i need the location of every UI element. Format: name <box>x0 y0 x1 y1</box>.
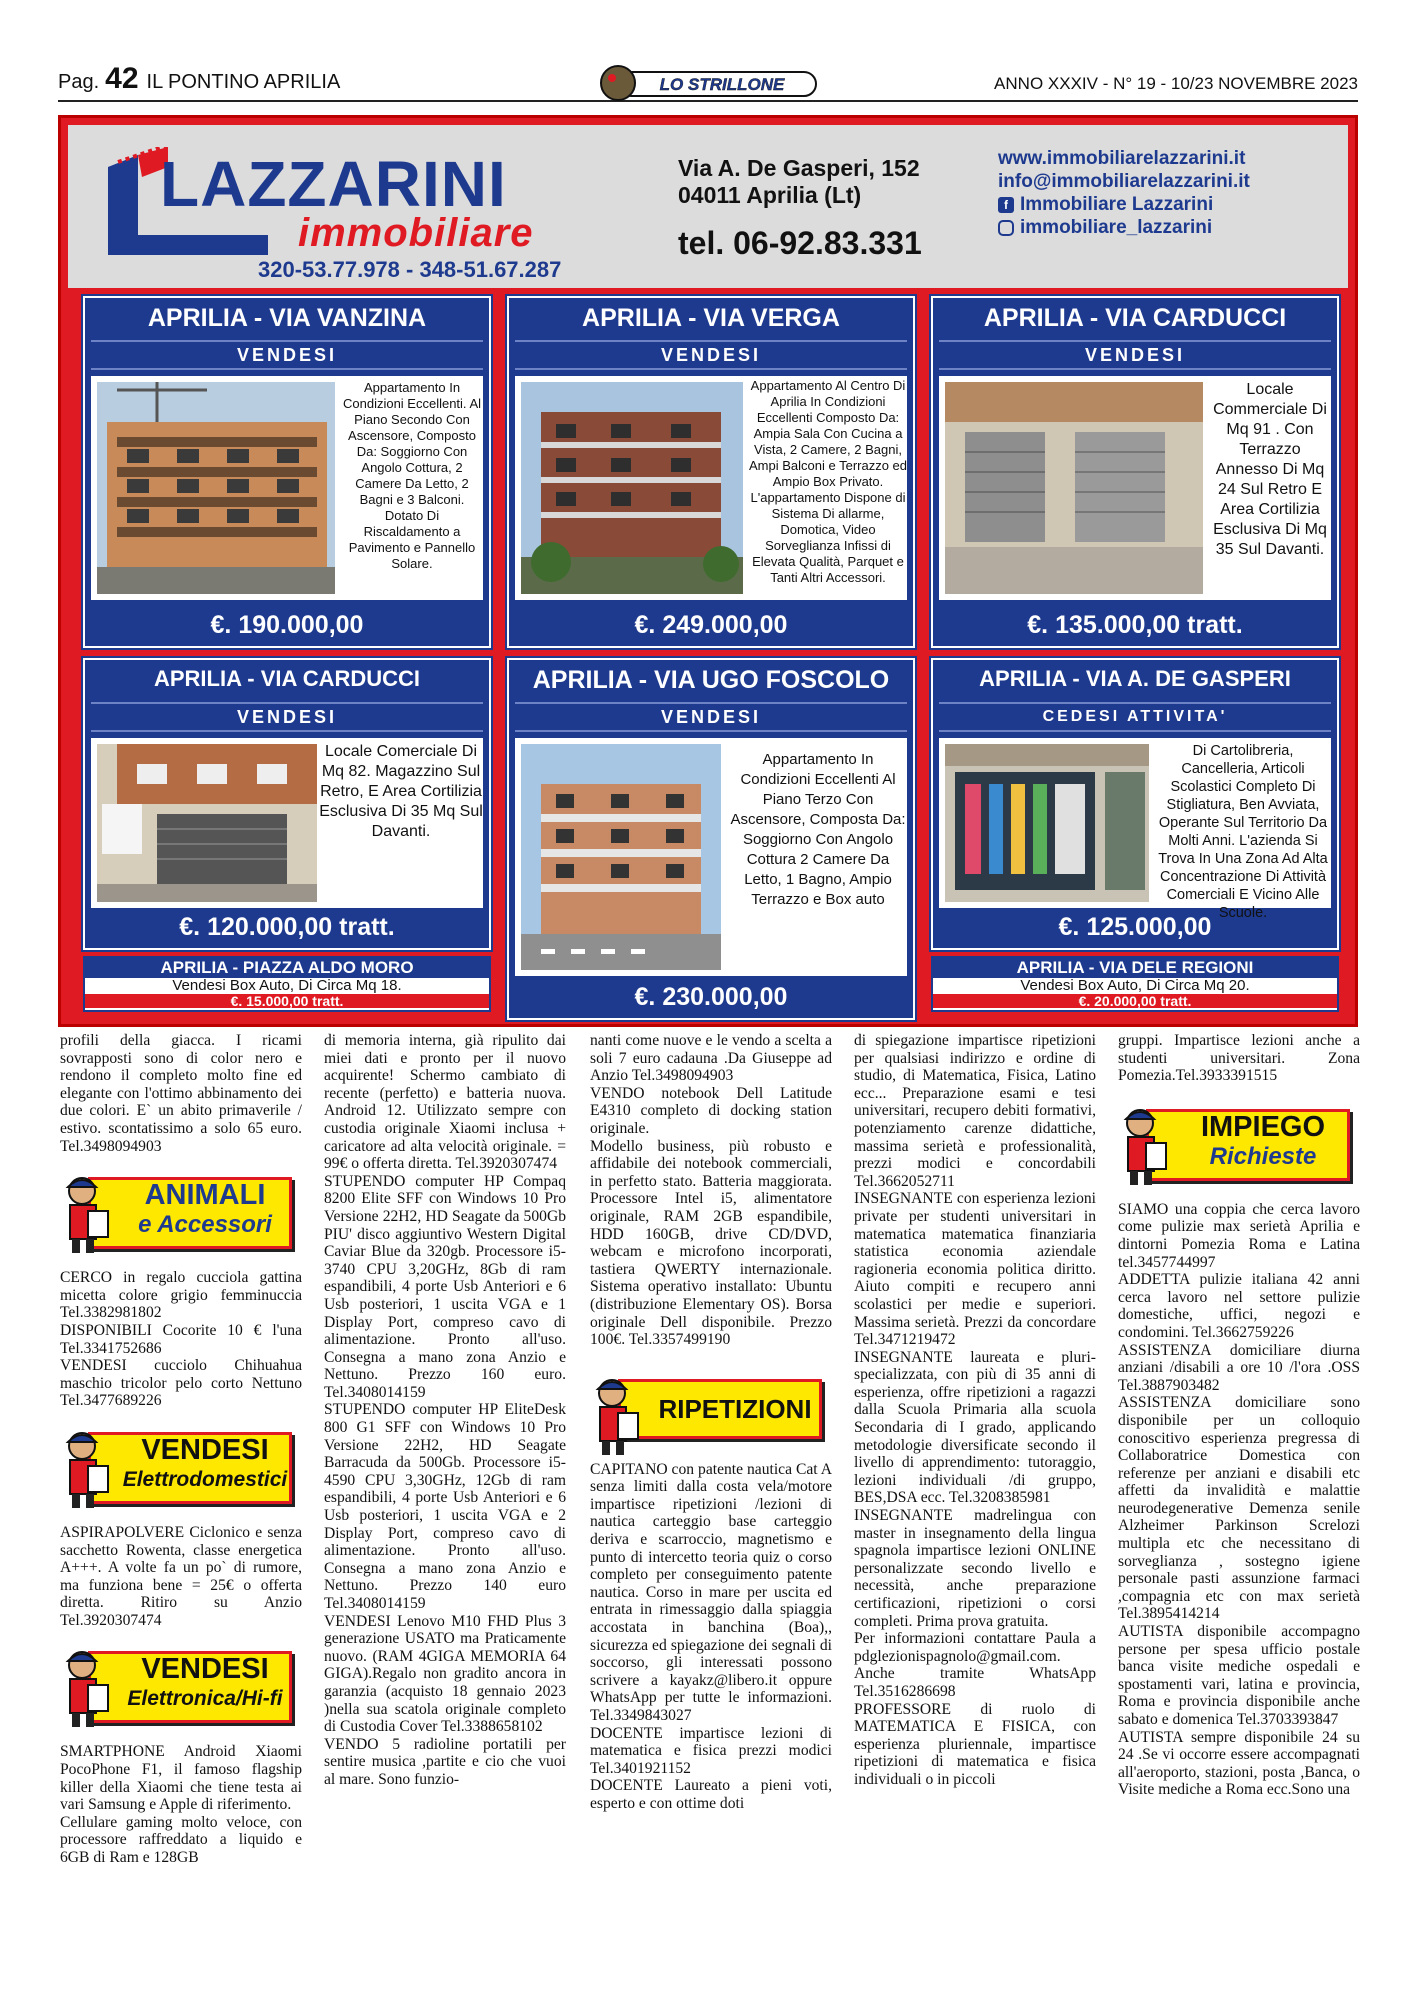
classified-ad: DOCENTE Laureato a pieni voti, esperto e con ottime doti <box>590 1777 832 1812</box>
listing-type: VENDESI <box>91 340 483 370</box>
ads-group <box>590 1032 832 1349</box>
issue-info: ANNO XXXIV - N° 19 - 10/23 NOVEMBRE 2023 <box>994 74 1358 93</box>
listing-price: €. 125.000,00 <box>1058 913 1212 941</box>
agency-phones: 320-53.77.978 - 348-51.67.287 <box>258 257 562 282</box>
instagram-label: immobiliare_lazzarini <box>1020 217 1213 238</box>
publication-name: IL PONTINO APRILIA <box>146 71 341 93</box>
ads-group <box>590 1461 832 1813</box>
column-2 <box>324 1032 566 1789</box>
ads-group <box>60 1269 302 1410</box>
classified-ad: DISPONIBILI Cocorite 10 € l'una Tel.3341752686 <box>60 1321 302 1357</box>
newsboy-icon <box>60 1173 112 1255</box>
agency-facebook[interactable] <box>998 193 1250 216</box>
classified-ad: ASPIRAPOLVERE Ciclonico e senza sacchetto Rowenta, classe energetica A+++. A volte fa un po` di rumore, ma funziona bene = 25€ o offerta diretta. Ritiro su Anzio Tel.3920307474 <box>60 1523 302 1629</box>
mini-listing-price: €. 15.000,00 tratt. <box>85 994 489 1008</box>
category-title: VENDESI <box>141 1433 269 1466</box>
mini-listing <box>931 956 1339 1012</box>
classified-ad: ASSISTENZA domiciliare sono disponibile per un colloquio conoscitivo esperienza pregressa di Collaboratrice Domestica con referenze per anziani e disabili etc affetti da invalidità e malattie neurodegenerative Demenza senile Alzheimer Parkinson Screlozi multipla etc che necessitano di sorveglianza , sostegno igiene personale pasti assunzione farmaci ,compagnia etc con max serietà Tel.3895414214 <box>1118 1394 1360 1623</box>
classified-ad: CAPITANO con patente nautica Cat A senza limiti dalla costa vela/motore impartisce ripetizioni /lezioni di nautica carteggio base carteggio deriva e scarroccio, magnetismo e punto di intercetto teoria quiz o corso completo per conseguimento patente nautica. Corso in mare per uscita ed entrata in rimessaggio dalla spiaggia accostata in banchina (Boa),, sicurezza ed spiegazione dei segnali di soccorso, gli interessati possono scrivere a kayakz@libero.it oppure WhatsApp per tutte le informazioni. Tel.3349843027 <box>590 1460 832 1724</box>
column-4 <box>854 1032 1096 1789</box>
agency-subtitle: immobiliare <box>298 211 534 255</box>
listing-photo <box>97 382 335 594</box>
mini-listing <box>83 956 491 1012</box>
page-info <box>58 62 340 96</box>
agency-website[interactable]: www.immobiliarelazzarini.it <box>998 148 1246 169</box>
address-line-1: Via A. De Gasperi, 152 <box>678 155 920 181</box>
classified-ad: ADDETTA pulizie italiana 42 anni cerca lavoro nel settore pulizie domestiche, uffici, negozi e condomini. Tel.3662759226 <box>1118 1271 1360 1341</box>
category-title: IMPIEGO <box>1200 1110 1326 1143</box>
listing-price: €. 249.000,00 <box>634 611 788 639</box>
listing-body <box>91 376 483 600</box>
listing-type: VENDESI <box>91 702 483 732</box>
facebook-icon: f <box>998 197 1014 213</box>
listing-photo <box>521 744 721 970</box>
mini-listing-title: APRILIA - PIAZZA ALDO MORO <box>85 958 489 978</box>
listing-body <box>939 738 1331 921</box>
listing-title: APRILIA - VIA A. DE GASPERI <box>979 666 1291 691</box>
classified-ad: STUPENDO computer HP Compaq 8200 Elite SFF con Windows 10 Pro Versione 22H2, HD Seagate da 500Gb PIU' disco aggiuntivo Western Digital Caviar Blue da 320gb. Processore i5-3740 CPU 3,20GHz, 8Gb di ram espandibili, 4 porte Usb Anteriori e 6 Usb posteriori, 1 uscita VGA e 1 Display Port, compreso cavo di alimentazione. Pronto all'uso. Consegna a mano zona Anzio e Nettuno. Prezzo 160 euro. Tel.3408014159 <box>324 1172 566 1401</box>
listing-price: €. 230.000,00 <box>634 983 788 1011</box>
classified-ad: PROFESSORE di ruolo di MATEMATICA E FISICA, con esperienza pluriennale, impartisce ripetizioni di matematica e fisica individuali o in piccoli <box>854 1700 1096 1788</box>
newsboy-icon <box>590 1375 642 1457</box>
agency-logo <box>98 139 658 282</box>
classified-ad: Cellulare gaming molto veloce, con processore raffreddato a liquido e 6GB di Ram e 128GB <box>60 1813 302 1867</box>
category-title: RIPETIZIONI <box>658 1393 812 1424</box>
classified-ad: INSEGNANTE laureata e pluri-specializzata, con più di 35 anni di esperienza, offre ripetizioni a ragazzi dalla Scuola Primaria alla scuola Secondaria di I grado, applicando metodologie diversificate secondo il livello di apprendimento: tutoraggio, lezioni individuali /di gruppo, BES,DSA ecc. Tel.3208385981 <box>854 1348 1096 1507</box>
classified-ad: VENDO 5 radioline portatili per sentire musica ,partite e cio che vuoi al mare. Sono funzio- <box>324 1735 566 1788</box>
classified-ad: AUTISTA sempre disponibile 24 su 24 .Se vi occorre essere accompagnati all'aeroporto, stazioni, posta ,Banca, o Visite mediche a Roma ecc.Sono una <box>1118 1728 1360 1799</box>
classified-ad: INSEGNANTE madrelingua con master in insegnamento della lingua spagnola impartisce lezioni ONLINE personalizzate secondo livello e necessità, anche preparazione certificazioni, ripetizioni o corsi completi. Prima prova gratuita. <box>854 1507 1096 1630</box>
classified-ad: SMARTPHONE Android Xiaomi PocoPhone F1, il famoso flagship killer della Xiaomi che tiene testa ai vari Samsung e Apple di riferimento. <box>60 1743 302 1814</box>
listing-card <box>507 658 915 1020</box>
ads-group <box>60 1032 302 1155</box>
column-1 <box>60 1032 302 1867</box>
listing-type: VENDESI <box>939 340 1331 370</box>
agency-email[interactable]: info@immobiliarelazzarini.it <box>998 171 1250 192</box>
listing-photo <box>97 744 317 902</box>
classified-ad: CERCO in regalo cucciola gattina micetta colore grigio femminuccia Tel.3382981802 <box>60 1269 302 1322</box>
category-badge-elettronica <box>60 1643 298 1733</box>
category-badge-animali <box>60 1169 298 1259</box>
mini-listing-description: Vendesi Box Auto, Di Circa Mq 20. <box>1020 977 1250 994</box>
category-badge-ripetizioni <box>590 1371 828 1451</box>
listing-photo <box>945 382 1203 594</box>
category-badge-impiego <box>1118 1101 1356 1191</box>
ads-group <box>1118 1032 1360 1085</box>
listing-price: €. 120.000,00 tratt. <box>179 913 395 941</box>
listing-body <box>515 738 907 976</box>
page-number: 42 <box>105 62 139 95</box>
classified-ad: di spiegazione impartisce ripetizioni per qualsiasi indirizzo e ordine di studio, di Matematica, Fisica, Latino ecc... Preparazione esami e tesi universitari, recupero debiti formativi, potenziamento carenze didattiche, massima serietà e professionalità, prezzi modici e concordabili Tel.3662052711 <box>854 1032 1096 1190</box>
mini-listing-description: Vendesi Box Auto, Di Circa Mq 18. <box>172 977 402 994</box>
listing-title: APRILIA - VIA UGO FOSCOLO <box>532 666 890 694</box>
column-5 <box>1118 1032 1360 1799</box>
newsboy-icon <box>60 1647 112 1729</box>
listing-price: €. 190.000,00 <box>210 611 364 639</box>
listing-description: Locale Commerciale Di Mq 91 . Con Terrazzo Annesso Di Mq 24 Sul Retro E Area Cortilizia Esclusiva Di Mq 35 Sul Davanti. <box>1213 381 1327 558</box>
category-subtitle: Elettrodomestici <box>122 1467 288 1491</box>
lo-strillone-logo <box>590 62 830 104</box>
listing-price: €. 135.000,00 tratt. <box>1027 611 1243 639</box>
agency-banner <box>68 125 1348 288</box>
classified-ad: SIAMO una coppia che cerca lavoro come pulizie max serietà Aprilia e dintorni Pomezia Roma e Latina tel.3457744997 <box>1118 1200 1360 1271</box>
listing-body <box>515 376 907 600</box>
listing-photo <box>945 744 1149 902</box>
listing-description: Appartamento In Condizioni Eccellenti Al Piano Terzo Con Ascensore, Composta Da: Soggiorno Con Angolo Cottura 2 Camere Da Letto, 1 Bagno, Ampio Terrazzo e Box auto <box>730 751 906 908</box>
listing-description: Di Cartolibreria, Cancelleria, Articoli Scolastici Completo Di Stigliatura, Ben Avviata, Operante Sul Territorio Da Molti Anni. L'azienda Si Trova In Una Zona Ad Alta Concentrazione Di Attività Comerciali E Vicino Alle Scuole. <box>1158 743 1328 921</box>
listing-card <box>507 296 915 648</box>
mini-listing-price: €. 20.000,00 tratt. <box>933 994 1337 1008</box>
classified-ad: VENDESI cucciolo Chihuahua maschio tricolor pelo corto Nettuno Tel.3477689226 <box>60 1357 302 1410</box>
classified-ad: INSEGNANTE con esperienza lezioni private per studenti universitari in matematica matematica finanziaria statistica economia aziendale ragioneria economia politica diritto. Aiuto compiti e recupero anni scolastici per medie e superiori. Massima serietà. Prezzi da concordare Tel.3471219472 <box>854 1190 1096 1349</box>
listing-description: Appartamento In Condizioni Eccellenti. Al Piano Secondo Con Ascensore, Composto Da: Soggiorno Con Angolo Cottura, 2 Camere Da Letto, 2 Bagni e 3 Balconi. Dotato Di Riscaldamento a Pavimento e Pannello Solare. <box>342 380 482 571</box>
address-line-2: 04011 Aprilia (Lt) <box>678 182 862 208</box>
classified-ad: VENDO notebook Dell Latitude E4310 completo di docking station originale. <box>590 1084 832 1137</box>
category-subtitle: Richieste <box>1209 1142 1317 1170</box>
classified-ad: VENDESI Lenovo M10 FHD Plus 3 generazione USATO ma Praticamente nuovo. (RAM 4GIGA MEMORIA 64 GIGA).Regalo non gradito ancora in garanzia (acquisto 18 gennaio 2023 )nella sua scatola originale completo di Custodia Cover Tel.3388658102 <box>324 1612 566 1736</box>
listing-card <box>83 658 491 950</box>
listing-card <box>931 658 1339 950</box>
instagram-icon <box>998 220 1014 236</box>
listing-title: APRILIA - VIA VANZINA <box>147 304 427 332</box>
facebook-label: Immobiliare Lazzarini <box>1020 194 1214 215</box>
classified-ad: ASSISTENZA domiciliare diurna anziani /disabili a ore 10 /l'ora .OSS Tel.3887903482 <box>1118 1341 1360 1394</box>
newsboy-icon <box>60 1428 112 1510</box>
newsboy-icon <box>1118 1105 1170 1187</box>
category-title: VENDESI <box>141 1653 269 1686</box>
listing-type: CEDESI ATTIVITA' <box>939 702 1331 732</box>
agency-tel: tel. 06-92.83.331 <box>678 225 922 261</box>
listing-title: APRILIA - VIA VERGA <box>582 304 840 332</box>
ads-group <box>1118 1201 1360 1799</box>
classified-ad: AUTISTA disponibile accompagno persone per spesa ufficio postale banca visite mediche ospedali e spostamenti vari, latina e provincia, Roma e provincia disponibile anche sabato e domenica Tel.3703393847 <box>1118 1623 1360 1728</box>
listing-card <box>931 296 1339 648</box>
masthead-logo-text: LO STRILLONE <box>659 75 785 94</box>
listing-type: VENDESI <box>515 340 907 370</box>
classified-ad: profili della giacca. I ricami sovrapposti sono di color nero e rendono il completo molto fine ed elegante con l'ottimo abbinamento dei due colori. E` un abito primaverile / estivo. scontatissimo a solo 65 euro. Tel.3498094903 <box>60 1032 302 1155</box>
real-estate-ad <box>58 115 1358 1027</box>
listing-description: Locale Comerciale Di Mq 82. Magazzino Sul Retro, E Area Cortilizia Esclusiva Di 35 Mq Sul Davanti. <box>319 743 483 840</box>
column-3 <box>590 1032 832 1813</box>
ads-group <box>60 1743 302 1866</box>
listing-photo <box>521 382 743 594</box>
agency-address <box>678 155 920 209</box>
agency-contacts <box>998 147 1250 239</box>
listing-title: APRILIA - VIA CARDUCCI <box>983 304 1287 332</box>
category-subtitle: Elettronica/Hi-fi <box>127 1687 283 1711</box>
agency-name: LAZZARINI <box>160 148 507 220</box>
classified-ad: STUPENDO computer HP EliteDesk 800 G1 SFF con Windows 10 Pro Versione 22H2, HD Seagate Barracuda da 500Gb. Processore i5-4590 CPU 3,30GHz, 12Gb di ram espandibili, 4 porte Usb Anteriori e 6 Usb posteriori, 1 uscita VGA e 2 Display Port, compreso cavo di alimentazione. Pronto all'uso. Consegna a mano zona Anzio e Nettuno. Prezzo 140 euro Tel.3408014159 <box>324 1401 566 1612</box>
listing-type: VENDESI <box>515 702 907 732</box>
ads-group <box>854 1032 1096 1789</box>
ads-group <box>324 1032 566 1789</box>
listing-card <box>83 296 491 648</box>
classified-ad: DOCENTE impartisce lezioni di matematica e fisica prezzi modici Tel.3401921152 <box>590 1724 832 1777</box>
category-subtitle: e Accessori <box>138 1211 272 1239</box>
classified-ad: nanti come nuove e le vendo a scelta a soli 7 euro cadauna .Da Giuseppe ad Anzio Tel.3498094903 <box>590 1032 832 1085</box>
ads-group <box>60 1524 302 1630</box>
listing-title: APRILIA - VIA CARDUCCI <box>153 666 421 691</box>
agency-instagram[interactable] <box>998 216 1250 239</box>
mini-listing-title: APRILIA - VIA DELE REGIONI <box>933 958 1337 978</box>
page-label: Pag. <box>58 71 100 93</box>
listing-body <box>939 376 1331 600</box>
classified-ad: Modello business, più robusto e affidabile dei notebook commerciali, in perfetto stato. Batteria maggiorata. Processore Intel i5, alimentatore originale, RAM 2GB espandibile, HDD 160GB, drive CD/DVD, webcam e microfono incorporati, tastiera QWERTY internazionale. Sistema operativo installato: Ubuntu (distribuzione Elementary OS). Borsa originale Dell disponibile. Prezzo 100€. Tel.3357499190 <box>590 1137 832 1349</box>
listing-body <box>91 738 483 908</box>
classified-ad: di memoria interna, già ripulito dai miei dati e pronto per il nuovo acquirente! Schermo cambiato di recente (perfetto) e batteria nuova. Android 12. Utilizzato sempre con custodia originale Xiaomi inclusa + caricatore ad alta velocità originale. = 99€ o offerta diretta. Tel.3920307474 <box>324 1032 566 1173</box>
category-title: ANIMALI <box>144 1179 266 1212</box>
listing-description: Appartamento Al Centro Di Aprilia In Condizioni Eccellenti Composto Da: Ampia Sala Con Cucina a Vista, 2 Camere, 2 Bagni, Ampi Balconi e Terrazzo ed Ampio Box Privato. L'appartamento Dispone di Sistema Di allarme, Domotica, Video Sorveglianza Infissi di Elevata Qualità, Parquet e Tanti Altri Accessori. <box>749 378 908 585</box>
category-badge-elettrodomestici <box>60 1424 298 1514</box>
classified-ad: gruppi. Impartisce lezioni anche a studenti universitari. Zona Pomezia.Tel.3933391515 <box>1118 1032 1360 1085</box>
classified-ad: Per informazioni contattare Paula a pdglezionispagnolo@gmail.com. Anche tramite WhatsApp Tel.3516286698 <box>854 1630 1096 1700</box>
